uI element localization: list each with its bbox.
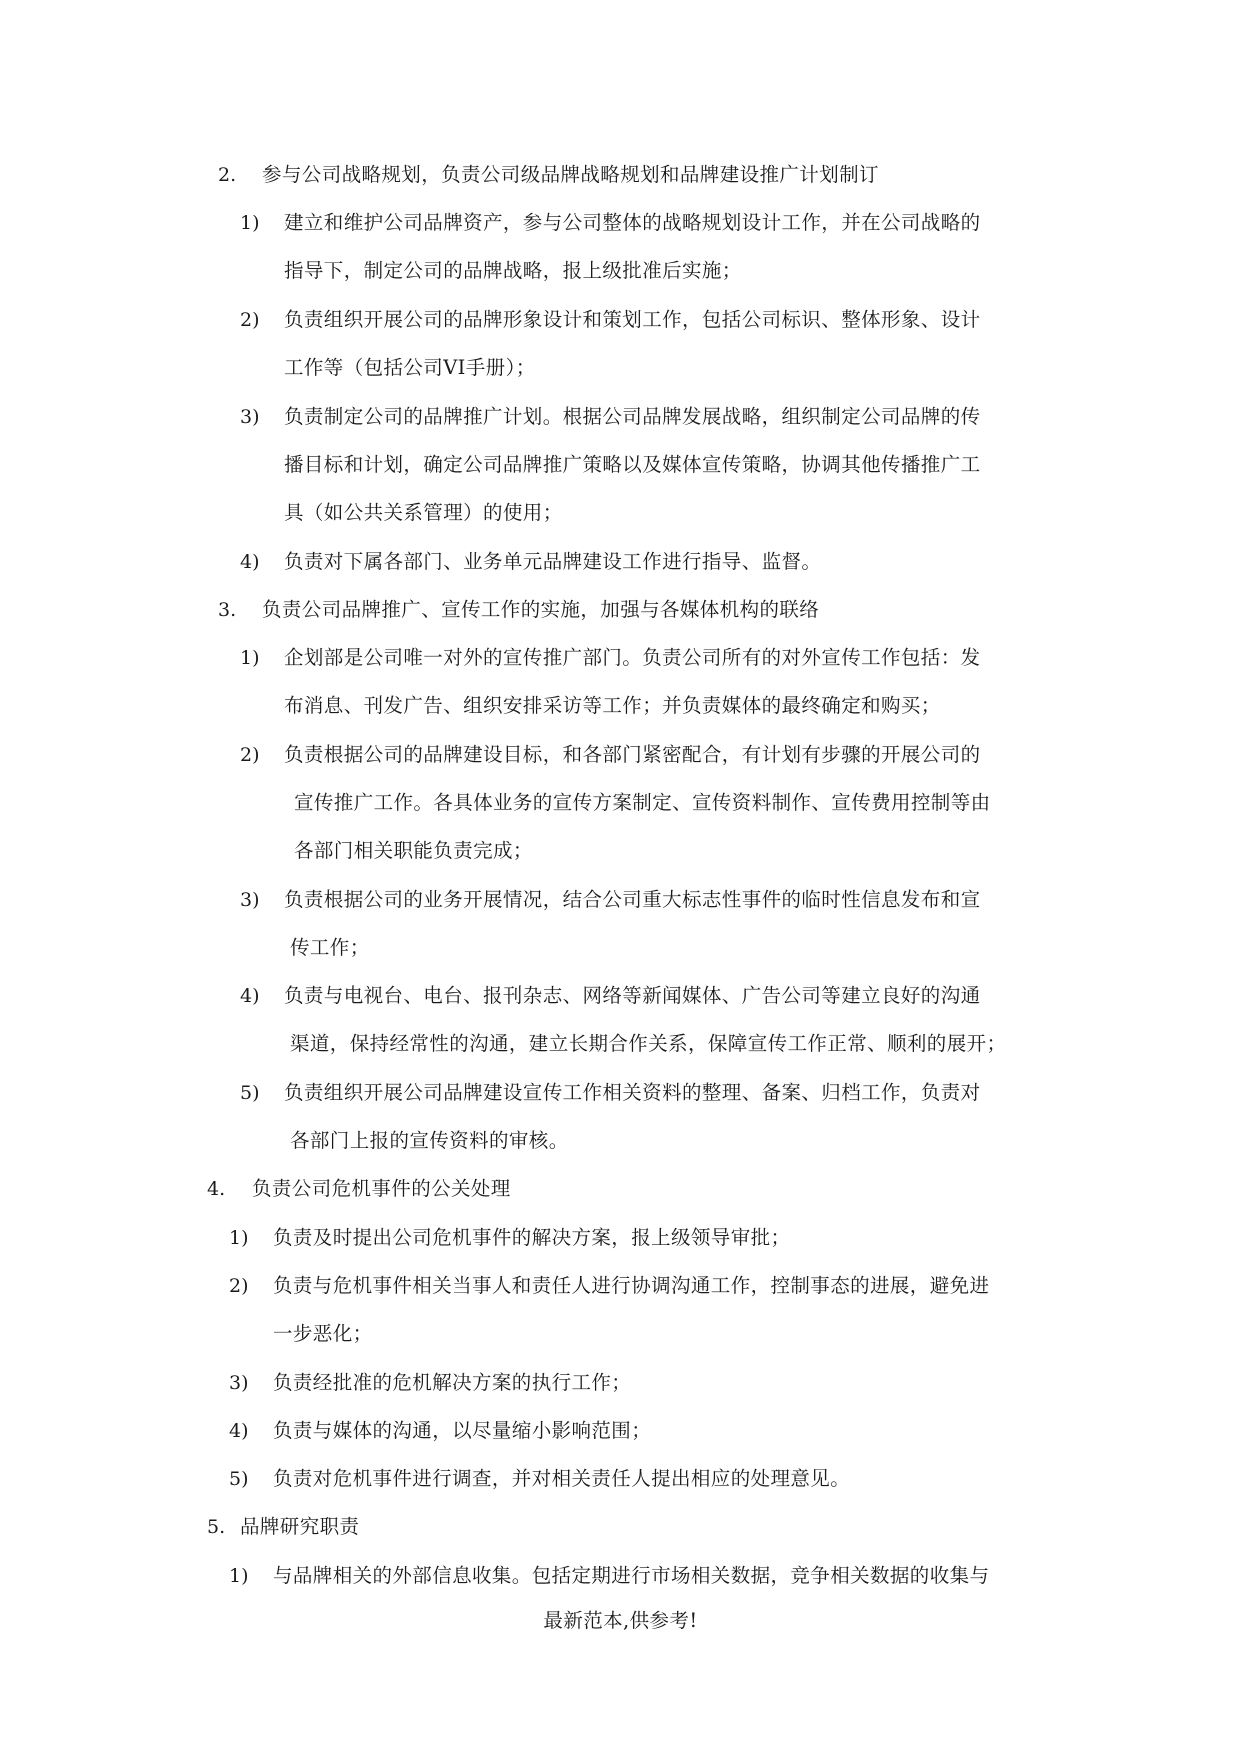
section-number: 4.: [207, 1178, 226, 1200]
section-number: 5.: [207, 1516, 226, 1538]
item-text-line: 负责与危机事件相关当事人和责任人进行协调沟通工作，控制事态的进展，避免进: [273, 1274, 990, 1297]
item-text-line: 各部门上报的宣传资料的审核。: [290, 1129, 569, 1152]
item-text-line: 负责根据公司的品牌建设目标，和各部门紧密配合，有计划有步骤的开展公司的: [284, 743, 981, 766]
section-number: 3.: [218, 599, 237, 621]
item-text-line: 工作等（包括公司VI手册）；: [284, 356, 536, 379]
item-text-line: 负责与电视台、电台、报刊杂志、网络等新闻媒体、广告公司等建立良好的沟通: [284, 984, 981, 1007]
item-number: 4): [229, 1420, 249, 1442]
item-text-line: 负责经批准的危机解决方案的执行工作；: [273, 1371, 632, 1394]
item-text-line: 负责及时提出公司危机事件的解决方案，报上级领导审批；: [273, 1226, 791, 1249]
item-number: 1): [229, 1227, 249, 1249]
page-footer: 最新范本,供参考!: [543, 1609, 698, 1632]
item-number: 2): [240, 744, 260, 766]
item-text-line: 负责对下属各部门、业务单元品牌建设工作进行指导、监督。: [284, 550, 822, 573]
item-number: 4): [240, 551, 260, 573]
item-text-line: 各部门相关职能负责完成；: [294, 839, 533, 862]
item-text-line: 播目标和计划，确定公司品牌推广策略以及媒体宣传策略，协调其他传播推广工: [284, 453, 981, 476]
item-number: 1): [240, 647, 260, 669]
item-text-line: 负责组织开展公司的品牌形象设计和策划工作，包括公司标识、整体形象、设计: [284, 308, 981, 331]
item-text-line: 建立和维护公司品牌资产，参与公司整体的战略规划设计工作，并在公司战略的: [284, 211, 981, 234]
item-text-line: 负责对危机事件进行调查，并对相关责任人提出相应的处理意见。: [273, 1467, 851, 1490]
section-title: 参与公司战略规划，负责公司级品牌战略规划和品牌建设推广计划制订: [262, 163, 879, 186]
section-number: 2.: [218, 164, 237, 186]
item-number: 3): [240, 406, 260, 428]
item-text-line: 负责根据公司的业务开展情况，结合公司重大标志性事件的临时性信息发布和宣: [284, 888, 981, 911]
item-number: 3): [229, 1372, 249, 1394]
item-text-line: 负责制定公司的品牌推广计划。根据公司品牌发展战略，组织制定公司品牌的传: [284, 405, 981, 428]
item-text-line: 具（如公共关系管理）的使用；: [284, 501, 563, 524]
item-text-line: 宣传推广工作。各具体业务的宣传方案制定、宣传资料制作、宣传费用控制等由: [294, 791, 991, 814]
item-text-line: 负责与媒体的沟通，以尽量缩小影响范围；: [273, 1419, 652, 1442]
item-number: 2): [240, 309, 260, 331]
item-text-line: 一步恶化；: [273, 1322, 373, 1345]
item-text-line: 渠道，保持经常性的沟通，建立长期合作关系，保障宣传工作正常、顺利的展开；: [290, 1032, 1007, 1055]
item-number: 5): [229, 1468, 249, 1490]
item-number: 1): [229, 1565, 249, 1587]
item-number: 5): [240, 1082, 260, 1104]
section-title: 负责公司危机事件的公关处理: [252, 1177, 511, 1200]
item-text-line: 企划部是公司唯一对外的宣传推广部门。负责公司所有的对外宣传工作包括：发: [284, 646, 981, 669]
item-text-line: 负责组织开展公司品牌建设宣传工作相关资料的整理、备案、归档工作，负责对: [284, 1081, 981, 1104]
section-title: 负责公司品牌推广、宣传工作的实施，加强与各媒体机构的联络: [262, 598, 820, 621]
item-number: 4): [240, 985, 260, 1007]
item-text-line: 布消息、刊发广告、组织安排采访等工作；并负责媒体的最终确定和购买；: [284, 694, 941, 717]
section-title: 品牌研究职责: [240, 1515, 360, 1538]
item-text-line: 与品牌相关的外部信息收集。包括定期进行市场相关数据，竞争相关数据的收集与: [273, 1564, 990, 1587]
item-number: 2): [229, 1275, 249, 1297]
item-number: 3): [240, 889, 260, 911]
item-text-line: 指导下，制定公司的品牌战略，报上级批准后实施；: [284, 259, 742, 282]
item-text-line: 传工作；: [290, 936, 370, 959]
item-number: 1): [240, 212, 260, 234]
